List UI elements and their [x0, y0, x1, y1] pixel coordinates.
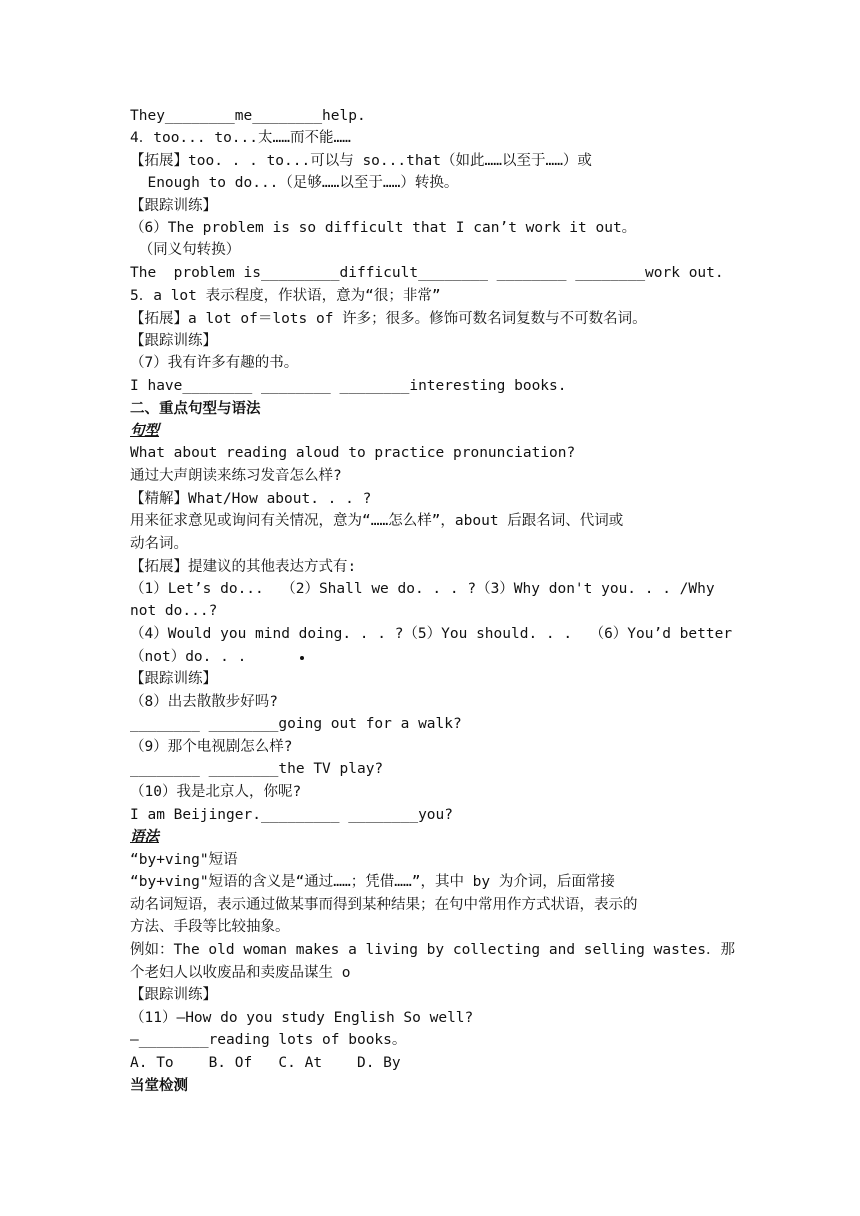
text-line: 4．too... to...太……而不能……: [130, 130, 351, 146]
text-line: ________ ________going out for a walk?: [130, 716, 462, 732]
subsection-heading: 句型: [130, 423, 159, 439]
text-line: （not）do. . .: [130, 649, 247, 665]
text-line: They________me________help.: [130, 108, 366, 124]
text-line: 例如：The old woman makes a living by collecting and selling wastes．那: [130, 942, 736, 958]
text-line: 【跟踪训练】: [130, 671, 217, 687]
text-line: （8）出去散散步好吗?: [130, 694, 278, 710]
text-line: 用来征求意见或询问有关情况，意为“……怎么样”，about 后跟名词、代词或: [130, 513, 624, 529]
text-line: （1）Let’s do... （2）Shall we do. . . ?（3）Why don't you. . . /Why: [130, 581, 715, 597]
text-line: ________ ________the TV play?: [130, 761, 384, 777]
text-line: “by+ving"短语: [130, 852, 238, 868]
text-line: Enough to do...（足够……以至于……）转换。: [130, 175, 459, 191]
text-line: —________reading lots of books。: [130, 1032, 407, 1048]
text-line: 5．a lot 表示程度，作状语，意为“很；非常”: [130, 288, 441, 304]
text-line: 【拓展】too. . . to...可以与 so...that（如此……以至于……）或: [130, 153, 592, 169]
text-line: 【跟踪训练】: [130, 198, 217, 214]
text-line: “by+ving"短语的含义是“通过……；凭借……”，其中 by 为介词，后面常接: [130, 874, 615, 890]
text-line: 【精解】What/How about. . . ?: [130, 491, 372, 507]
text-line: （10）我是北京人，你呢?: [130, 784, 302, 800]
text-line: 【跟踪训练】: [130, 333, 217, 349]
text-line: （11）—How do you study English So well?: [130, 1010, 474, 1026]
text-line: （同义句转换）: [130, 242, 241, 258]
text-line: 方法、手段等比较抽象。: [130, 919, 290, 935]
text-line: （6）The problem is so difficult that I can’t work it out。: [130, 220, 637, 236]
section-heading: 二、重点句型与语法: [130, 401, 261, 417]
text-line: 动名词短语，表示通过做某事而得到某种结果；在句中常用作方式状语，表示的: [130, 897, 638, 913]
text-line: I have________ ________ ________interesting books.: [130, 378, 567, 394]
bullet-dot: [300, 656, 304, 660]
text-line: （7）我有许多有趣的书。: [130, 355, 299, 371]
text-line: The problem is_________difficult________ ________ ________work out.: [130, 265, 724, 281]
text-line: A. To B. Of C. At D. By: [130, 1055, 401, 1071]
text-line: 动名词。: [130, 536, 188, 552]
text-line: I am Beijinger._________ ________you?: [130, 807, 454, 823]
text-line: （4）Would you mind doing. . . ?（5）You should. . . （6）You’d better: [130, 626, 733, 642]
text-line: 通过大声朗读来练习发音怎么样?: [130, 468, 342, 484]
text-line: What about reading aloud to practice pronunciation?: [130, 445, 576, 461]
text-line: 【拓展】提建议的其他表达方式有:: [130, 559, 357, 575]
text-line: 个老妇人以收废品和卖废品谋生 o: [130, 965, 351, 981]
subsection-heading: 语法: [130, 829, 159, 845]
text-line: 【跟踪训练】: [130, 987, 217, 1003]
section-heading: 当堂检测: [130, 1078, 188, 1094]
text-line: 【拓展】a lot of＝lots of 许多；很多。修饰可数名词复数与不可数名词。: [130, 311, 647, 327]
text-line: not do...?: [130, 603, 218, 619]
text-line: （9）那个电视剧怎么样?: [130, 739, 293, 755]
